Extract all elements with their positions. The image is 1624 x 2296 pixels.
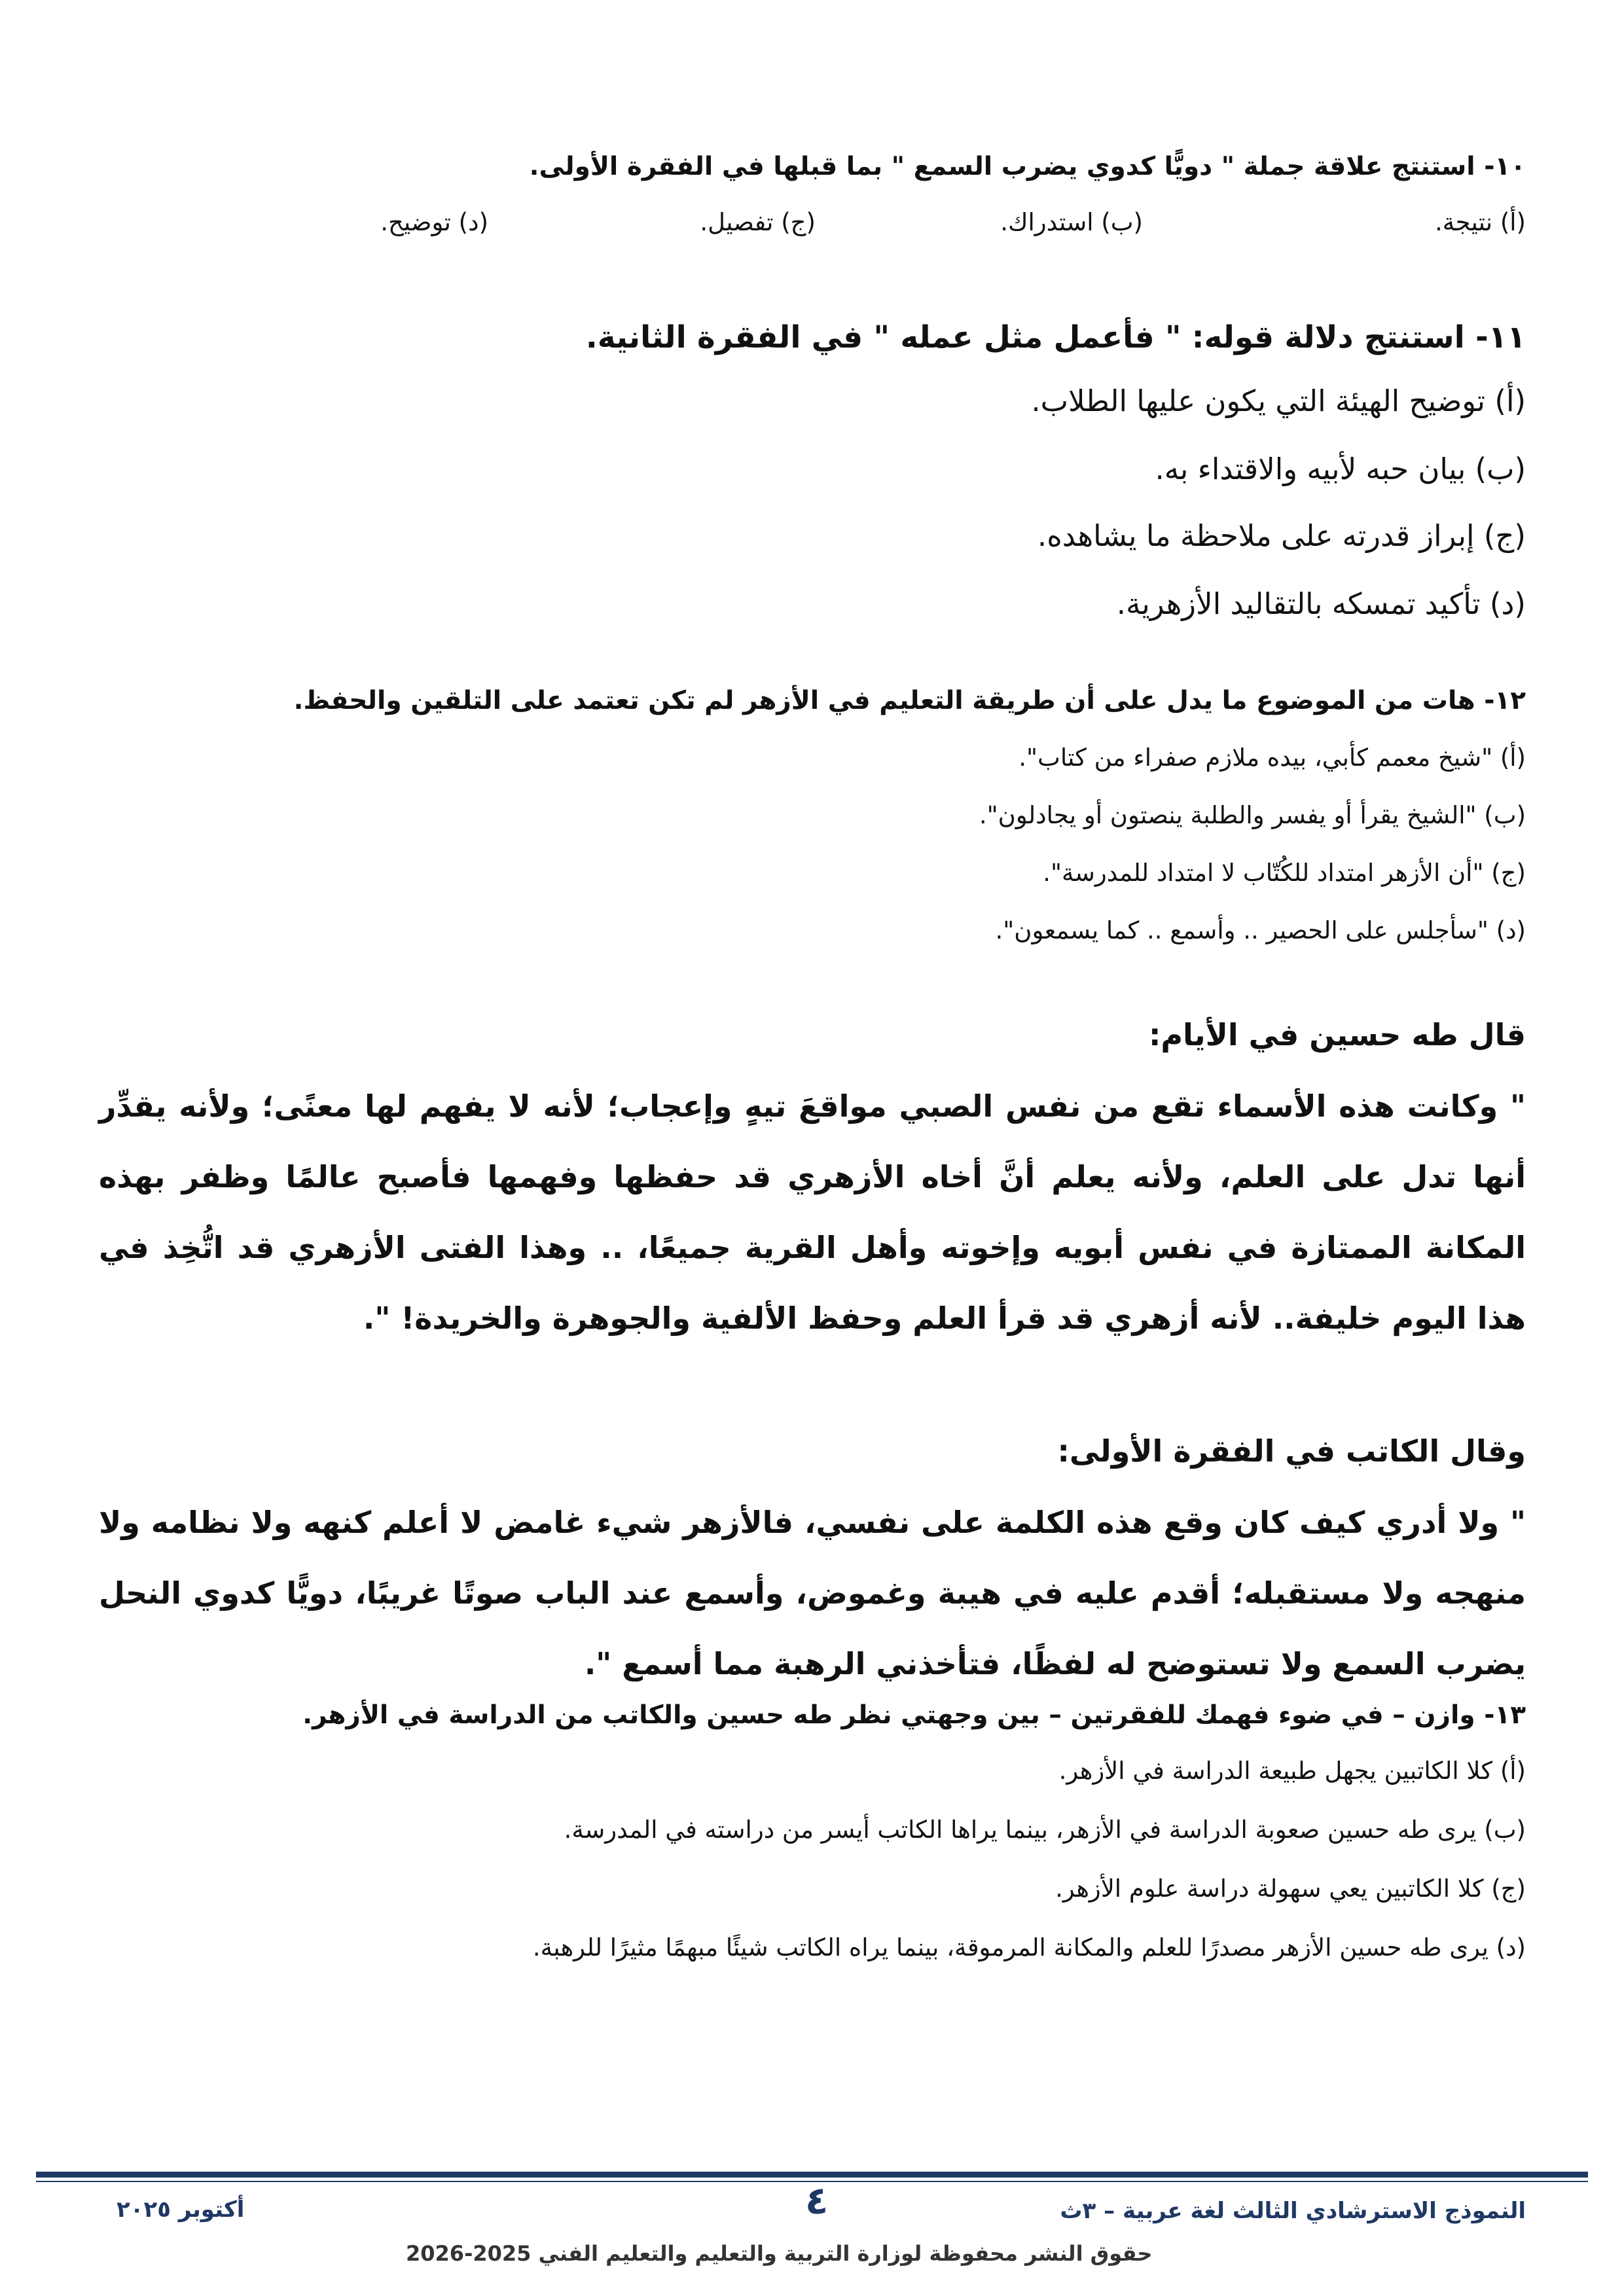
copyright-notice: حقوق النشر محفوظة لوزارة التربية والتعليم والتعليم الفني 2025-2026 <box>406 2241 1153 2266</box>
footer-exam-title: النموذج الاسترشادي الثالث لغة عربية – ٣ث <box>1060 2198 1526 2224</box>
q10-option-a: (أ) نتيجة. <box>1434 208 1526 236</box>
q12-option-a: (أ) "شيخ معمم كأبي، بيده ملازم صفراء من كتاب". <box>1019 744 1526 772</box>
q10-option-b: (ب) استدراك. <box>1000 208 1143 236</box>
page-number: ٤ <box>805 2178 829 2223</box>
q13-option-b: (ب) يرى طه حسين صعوبة الدراسة في الأزهر، بينما يراها الكاتب أيسر من دراسته في المدرسة. <box>564 1816 1526 1844</box>
question-12-title: ١٢- هات من الموضوع ما يدل على أن طريقة التعليم في الأزهر لم تكن تعتمد على التلقين والحفظ. <box>293 686 1526 715</box>
question-13-title: ١٣- وازن – في ضوء فهمك للفقرتين – بين وجهتي نظر طه حسين والكاتب من الدراسة في الأزهر. <box>302 1700 1526 1730</box>
footer-divider <box>36 2172 1588 2178</box>
q12-option-b: (ب) "الشيخ يقرأ أو يفسر والطلبة ينصتون أو يجادلون". <box>979 801 1526 829</box>
passage-1-text: " وكانت هذه الأسماء تقع من نفس الصبي مواقعَ تيهٍ وإعجاب؛ لأنه لا يفهم لها معنًى؛ ولأنه يقدِّر أنها تدل على العلم، ولأنه يعلم أنَّ أخاه الأزهري قد حفظها وفهمها فأصبح عالمًا وظفر بهذه المكانة الممتازة في نفس أبويه وإخوته وأهل القرية جميعًا، .. وهذا الفتى الأزهري قد اتُّخِذ في هذا اليوم خليفة.. لأنه أزهري قد قرأ العلم وحفظ الألفية والجوهرة والخريدة! ". <box>99 1088 1526 1336</box>
passage-1-heading: قال طه حسين في الأيام: <box>1148 1017 1526 1052</box>
q13-option-c: (ج) كلا الكاتبين يعي سهولة دراسة علوم الأزهر. <box>1055 1874 1526 1903</box>
question-10-options <box>99 208 1526 247</box>
q10-option-d: (د) توضيح. <box>380 208 488 236</box>
q13-option-d: (د) يرى طه حسين الأزهر مصدرًا للعلم والمكانة المرموقة، بينما يراه الكاتب شيئًا مبهمًا مثيرًا للرهبة. <box>532 1933 1526 1962</box>
q11-option-a: (أ) توضيح الهيئة التي يكون عليها الطلاب. <box>1031 384 1526 418</box>
passage-2-text: " ولا أدري كيف كان وقع هذه الكلمة على نفسي، فالأزهر شيء غامض لا أعلم كنهه ولا نظامه ولا منهجه ولا مستقبله؛ أقدم عليه في هيبة وغموض، وأسمع عند الباب صوتًا غريبًا، دويًّا كدوي النحل يضرب السمع ولا تستوضح له لفظًا، فتأخذني الرهبة مما أسمع ". <box>99 1505 1526 1681</box>
q11-option-d: (د) تأكيد تمسكه بالتقاليد الأزهرية. <box>1116 586 1526 621</box>
q11-option-c: (ج) إبراز قدرته على ملاحظة ما يشاهده. <box>1037 518 1526 553</box>
q10-option-c: (ج) تفصيل. <box>700 208 816 236</box>
q11-option-b: (ب) بيان حبه لأبيه والاقتداء به. <box>1155 452 1526 486</box>
q13-option-a: (أ) كلا الكاتبين يجهل طبيعة الدراسة في الأزهر. <box>1058 1757 1526 1785</box>
footer-date: أكتوبر ٢٠٢٥ <box>117 2197 245 2223</box>
question-10-title: ١٠- استنتج علاقة جملة " دويًّا كدوي يضرب السمع " بما قبلها في الفقرة الأولى. <box>529 152 1526 181</box>
q12-option-d: (د) "سأجلس على الحصير .. وأسمع .. كما يسمعون". <box>995 916 1526 944</box>
q12-option-c: (ج) "أن الأزهر امتداد للكُتّاب لا امتداد للمدرسة". <box>1043 859 1526 887</box>
passage-2-heading: وقال الكاتب في الفقرة الأولى: <box>1057 1433 1526 1469</box>
question-11-title: ١١- استنتج دلالة قوله: " فأعمل مثل عمله " في الفقرة الثانية. <box>585 319 1526 355</box>
